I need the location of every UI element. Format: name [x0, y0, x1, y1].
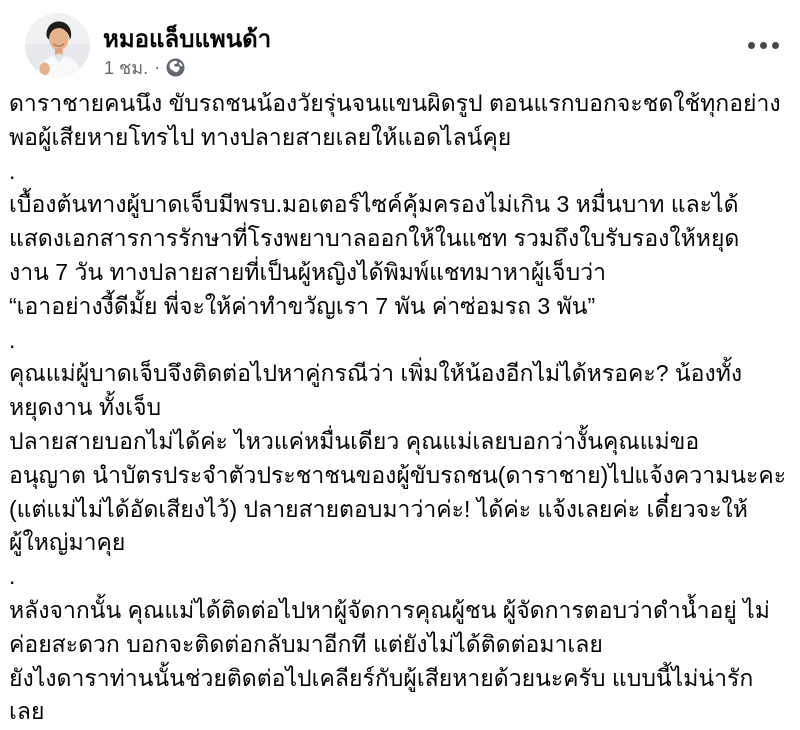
post-text-line: หลังจากนั้น คุณแม่ได้ติดต่อไปหาผู้จัดการคุณผู้ชน ผู้จัดการตอบว่าดำน้ำอยู่ ไม่ [9, 596, 770, 623]
post-text-line: . [9, 326, 16, 353]
avatar[interactable] [25, 13, 90, 78]
post-meta [104, 53, 185, 82]
post-text-line: ปลายสายบอกไม่ได้ค่ะ ไหวแค่หมื่นเดียว คุณแม่เลยบอกว่างั้นคุณแม่ขอ [9, 427, 700, 454]
post-text-line: ผู้ใหญ่มาคุย [9, 529, 126, 556]
post-text-line: งาน 7 วัน ทางปลายสายที่เป็นผู้หญิงได้พิมพ์แชทมาหาผู้เจ็บว่า [9, 258, 607, 285]
post-text-line: . [9, 563, 16, 590]
post-text-line: “เอาอย่างงี้ดีมั้ย พี่จะให้ค่าทำขวัญเรา 7 พัน ค่าซ่อมรถ 3 พัน” [9, 292, 596, 319]
ellipsis-menu-icon [748, 42, 755, 49]
post-text-line: ยังไงดาราท่านนั้นช่วยติดต่อไปเคลียร์กับผู้เสียหายด้วยนะครับ แบบนี้ไม่น่ารัก [9, 664, 754, 691]
post-text-line: เบื้องต้นทางผู้บาดเจ็บมีพรบ.มอเตอร์ไซค์คุ้มครองไม่เกิน 3 หมื่นบาท และได้ [9, 191, 739, 218]
post-text-line: หยุดงาน ทั้งเจ็บ [9, 394, 162, 421]
post-text-line: คุณแม่ผู้บาดเจ็บจึงติดต่อไปหาคู่กรณีว่า เพิ่มให้น้องอีกไม่ได้หรอคะ? น้องทั้ง [9, 360, 743, 387]
post-text-line: . [9, 157, 16, 184]
ellipsis-menu-icon [772, 42, 779, 49]
post-text-line: ค่อยสะดวก บอกจะติดต่อกลับมาอีกที แต่ยังไม่ได้ติดต่อมาเลย [9, 630, 603, 657]
post-text [9, 87, 795, 729]
post-text-line: พอผู้เสียหายโทรไป ทางปลายสายเลยให้แอดไลน์คุย [9, 123, 512, 150]
post-text-line: เลย [9, 698, 45, 725]
profile-photo [25, 13, 90, 78]
timestamp[interactable]: 1 ชม. [104, 58, 149, 78]
post-text-line: อนุญาต นำบัตรประจำตัวประชาชนของผู้ขับรถชน(ดาราชาย)ไปแจ้งความนะคะ [9, 461, 787, 488]
ellipsis-menu-icon [760, 42, 767, 49]
post-text-line: ดาราชายคนนึง ขับรถชนน้องวัยรุ่นจนแขนผิดรูป ตอนแรกบอกจะชดใช้ทุกอย่าง [9, 90, 781, 116]
meta-separator: · [154, 57, 161, 77]
post-text-line: (แต่แม่ไม่ได้อัดเสียงไว้) ปลายสายตอบมาว่าค่ะ! ได้ค่ะ แจ้งเลยค่ะ เดี๋ยวจะให้ [9, 495, 748, 522]
more-options-button[interactable] [742, 33, 784, 57]
post-text-line: แสดงเอกสารการรักษาที่โรงพยาบาลออกให้ในแชท รวมถึงใบรับรองให้หยุด [9, 225, 740, 252]
page-name-link[interactable]: หมอแล็บแพนด้า [103, 26, 272, 53]
globe-icon [166, 58, 185, 77]
